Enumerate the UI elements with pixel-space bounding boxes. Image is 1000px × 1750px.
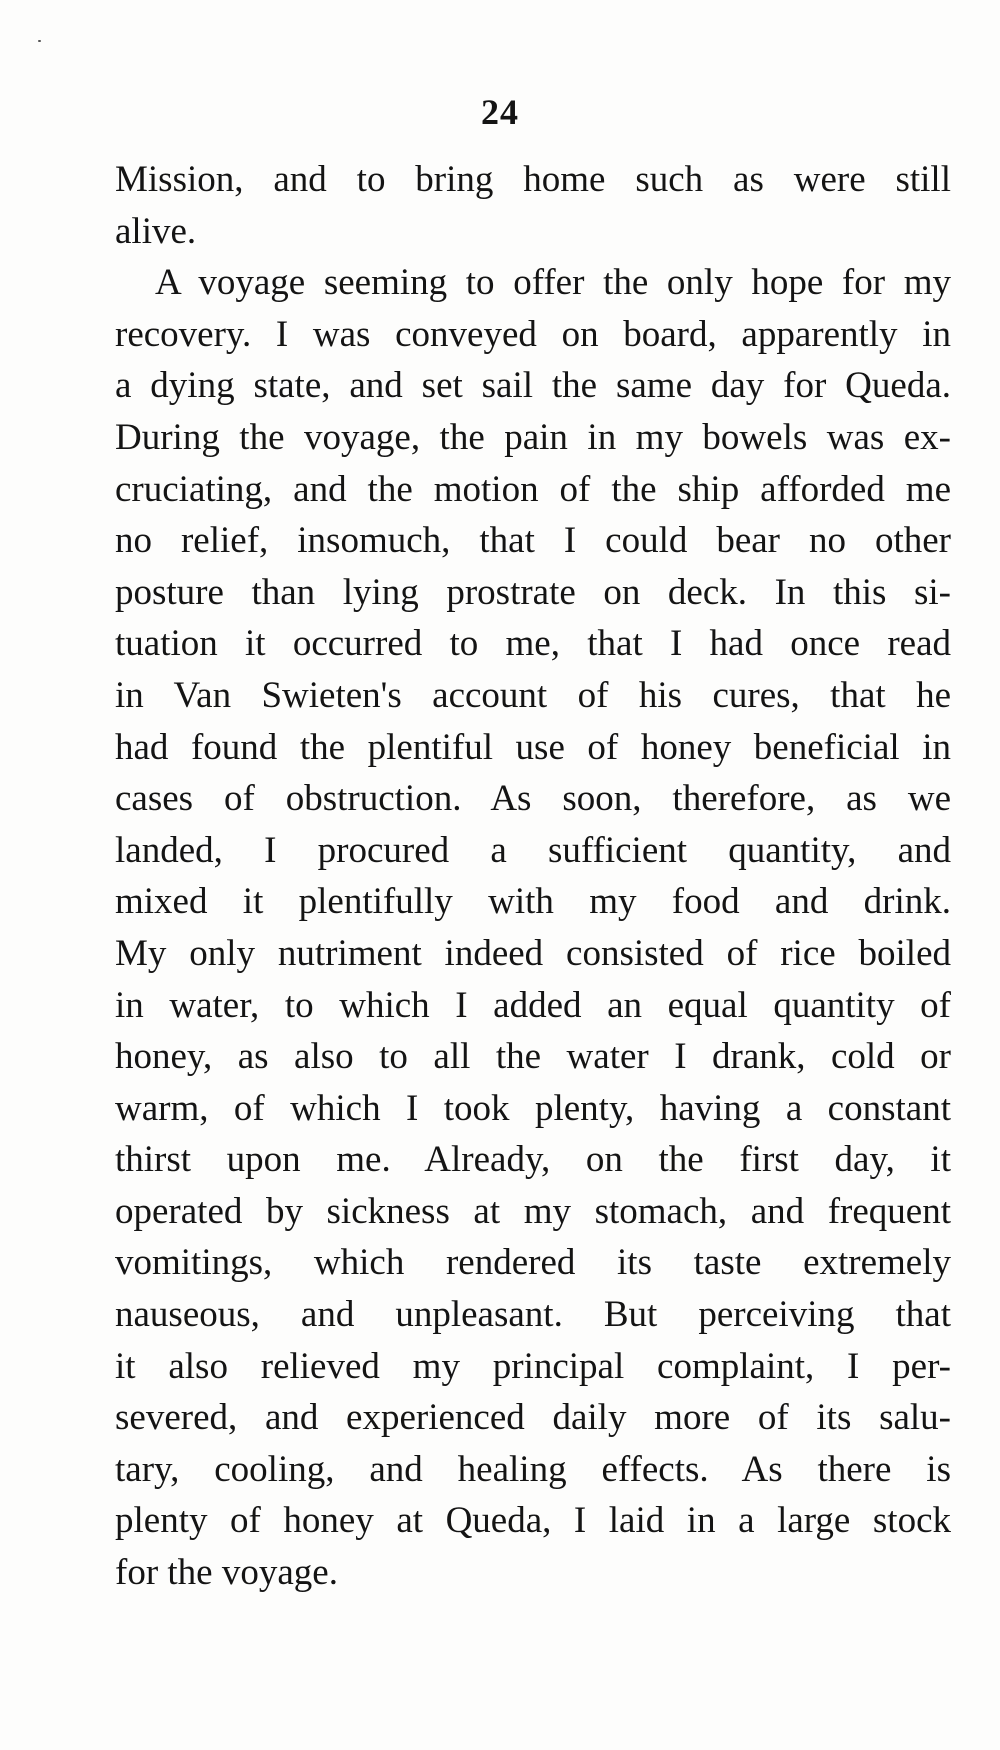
text-line: My only nutriment indeed consisted of rice boiled	[115, 932, 951, 974]
text-line: it also relieved my principal complaint, I per-	[115, 1345, 951, 1387]
text-line: tuation it occurred to me, that I had once read	[115, 623, 951, 665]
text-line: for the voyage.	[115, 1552, 338, 1594]
text-line: cruciating, and the motion of the ship afforded me	[115, 468, 951, 510]
text-line: alive.	[115, 210, 197, 252]
text-line: tary, cooling, and healing effects. As there is	[115, 1448, 951, 1490]
text-line: mixed it plentifully with my food and drink.	[115, 881, 951, 923]
paper-speck	[38, 40, 41, 42]
text-line: thirst upon me. Already, on the first day, it	[115, 1139, 951, 1181]
text-line: landed, I procured a sufficient quantity, and	[115, 829, 951, 871]
text-line: a dying state, and set sail the same day for Queda.	[115, 365, 951, 407]
text-line: in water, to which I added an equal quantity of	[115, 984, 951, 1026]
text-line: vomitings, which rendered its taste extremely	[115, 1242, 951, 1284]
paragraph	[115, 257, 951, 1598]
body-text	[115, 154, 951, 1599]
text-line: recovery. I was conveyed on board, apparently in	[115, 313, 951, 355]
page-number: 24	[481, 92, 519, 132]
text-line: plenty of honey at Queda, I laid in a large stock	[115, 1500, 951, 1542]
text-line: had found the plentiful use of honey beneficial in	[115, 726, 951, 768]
text-line: warm, of which I took plenty, having a constant	[115, 1087, 951, 1129]
text-line: cases of obstruction. As soon, therefore, as we	[115, 778, 951, 820]
paragraph	[115, 154, 951, 257]
text-line: operated by sickness at my stomach, and frequent	[115, 1190, 951, 1232]
text-line: Mission, and to bring home such as were still	[115, 159, 951, 200]
text-line: no relief, insomuch, that I could bear no other	[115, 520, 951, 562]
text-line: severed, and experienced daily more of its salu-	[115, 1397, 951, 1439]
text-line: honey, as also to all the water I drank, cold or	[115, 1036, 951, 1078]
text-line: posture than lying prostrate on deck. In this si-	[115, 571, 951, 613]
text-line: nauseous, and unpleasant. But perceiving that	[115, 1294, 951, 1336]
text-line: in Van Swieten's account of his cures, that he	[115, 674, 951, 716]
text-line: A voyage seeming to offer the only hope for my	[155, 262, 951, 304]
text-line: During the voyage, the pain in my bowels was ex-	[115, 416, 951, 458]
